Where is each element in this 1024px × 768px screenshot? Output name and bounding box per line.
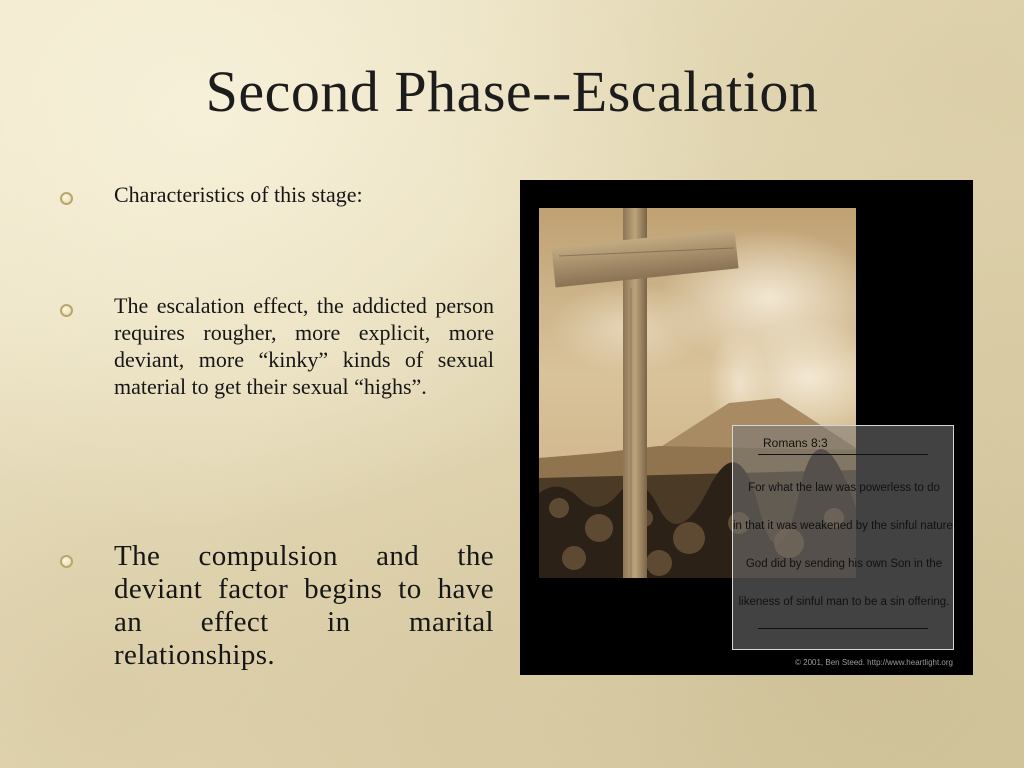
slide-title: Second Phase--Escalation (205, 59, 819, 124)
verse-overlay (732, 425, 957, 650)
verse-line: God did by sending his own Son in the (745, 558, 943, 570)
verse-reference: Romans 8:3 (763, 436, 828, 450)
verse-line: likeness of sinful man to be a sin offering. (738, 596, 950, 608)
circle-bullet-icon (60, 192, 73, 205)
bullet-text: Characteristics of this stage: (114, 182, 363, 207)
circle-bullet-icon (60, 555, 73, 568)
divider (758, 454, 928, 455)
bullet-text: The escalation effect, the addicted person requires rougher, more explicit, more deviant, more “kinky” kinds of sexual material to get their sexual “highs”. (114, 293, 494, 399)
cross-image (520, 180, 973, 675)
circle-bullet-icon (60, 304, 73, 317)
image-copyright: © 2001, Ben Steed. http://www.heartlight.org (795, 658, 953, 667)
verse-line: in that it was weakened by the sinful nature, (733, 520, 957, 532)
bullet-text: The compulsion and the deviant factor begins to have an effect in marital relationships. (114, 540, 494, 671)
verse-line: For what the law was powerless to do (748, 482, 940, 494)
divider (758, 628, 928, 629)
